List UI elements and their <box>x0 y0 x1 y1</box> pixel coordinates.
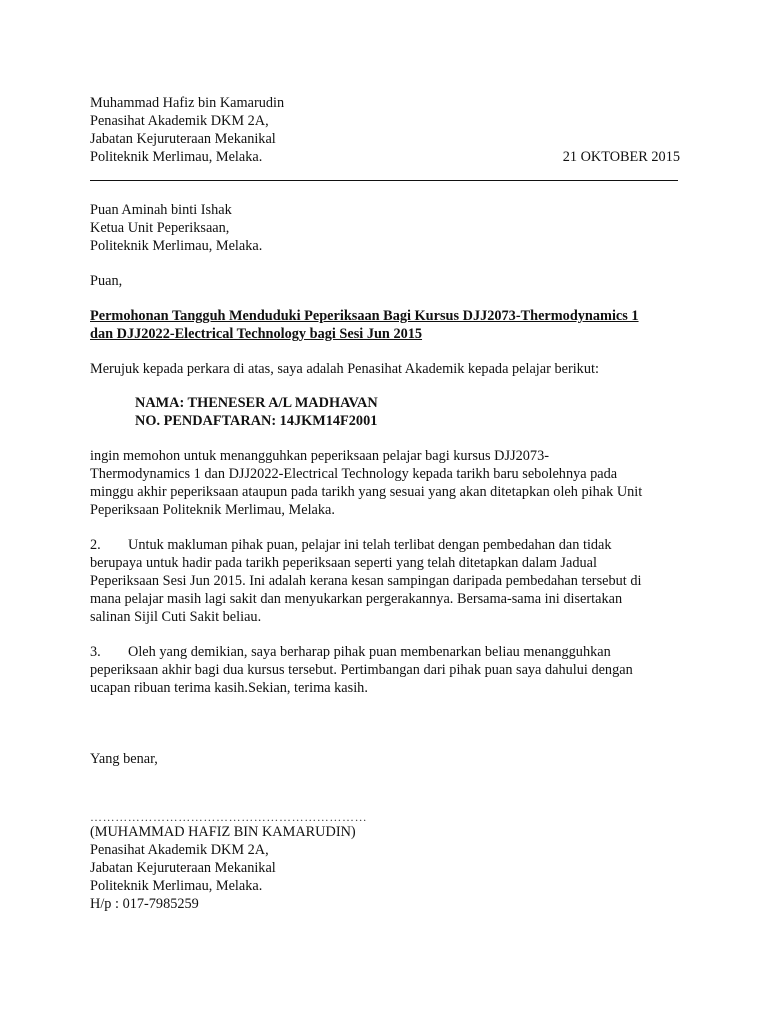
paragraph-1-line: Thermodynamics 1 dan DJJ2022-Electrical Technology kepada tarikh baru sebolehnya pada <box>90 466 618 482</box>
paragraph-2 <box>90 536 680 626</box>
paragraph-2-line: salinan Sijil Cuti Sakit beliau. <box>90 609 262 625</box>
paragraph-2-line: Peperiksaan Sesi Jun 2015. Ini adalah kerana kesan sampingan daripada pembedahan tersebut di <box>90 573 642 589</box>
salutation: Puan, <box>90 273 123 289</box>
paragraph-2-line: mana pelajar masih lagi sakit dan menyukarkan pergerakannya. Bersama-sama ini disertakan <box>90 591 623 607</box>
student-details <box>135 394 378 430</box>
sender-department: Jabatan Kejuruteraan Mekanikal <box>90 131 276 147</box>
recipient-name: Puan Aminah binti Ishak <box>90 202 232 218</box>
paragraph-1-line: minggu akhir peperiksaan ataupun pada tarikh yang sesuai yang akan ditetapkan oleh pihak Unit <box>90 484 643 500</box>
sender-institution: Politeknik Merlimau, Melaka. <box>90 149 263 165</box>
subject-heading <box>90 307 680 343</box>
subject-line-2: dan DJJ2022-Electrical Technology bagi Sesi Jun 2015 <box>90 326 423 342</box>
signature-institution: Politeknik Merlimau, Melaka. <box>90 878 263 894</box>
paragraph-3-line: Oleh yang demikian, saya berharap pihak puan membenarkan beliau menangguhkan <box>128 644 611 660</box>
header-divider <box>90 180 678 181</box>
paragraph-2-first-line <box>90 536 680 554</box>
student-name: NAMA: THENESER A/L MADHAVAN <box>135 395 378 411</box>
subject-line-1: Permohonan Tangguh Menduduki Peperiksaan Bagi Kursus DJJ2073-Thermodynamics 1 <box>90 308 639 324</box>
sender-name: Muhammad Hafiz bin Kamarudin <box>90 95 285 111</box>
paragraph-3-line: ucapan ribuan terima kasih.Sekian, terima kasih. <box>90 680 368 696</box>
letter-date: 21 OKTOBER 2015 <box>562 149 680 165</box>
paragraph-3 <box>90 643 680 697</box>
paragraph-2-line: berupaya untuk hadir pada tarikh peperiksaan seperti yang telah ditetapkan dalam Jadual <box>90 555 597 571</box>
intro-paragraph: Merujuk kepada perkara di atas, saya adalah Penasihat Akademik kepada pelajar berikut: <box>90 361 599 377</box>
paragraph-3-first-line <box>90 643 680 661</box>
recipient-institution: Politeknik Merlimau, Melaka. <box>90 238 263 254</box>
signature-block <box>90 823 680 913</box>
paragraph-3-number: 3. <box>90 644 101 660</box>
student-registration: NO. PENDAFTARAN: 14JKM14F2001 <box>135 413 378 429</box>
recipient-position: Ketua Unit Peperiksaan, <box>90 220 230 236</box>
signature-position: Penasihat Akademik DKM 2A, <box>90 842 269 858</box>
closing: Yang benar, <box>90 751 158 767</box>
paragraph-1-line: ingin memohon untuk menangguhkan peperiksaan pelajar bagi kursus DJJ2073- <box>90 448 549 464</box>
paragraph-1-line: Peperiksaan Politeknik Merlimau, Melaka. <box>90 502 335 518</box>
signature-line: ………………………………………………………… <box>90 810 368 824</box>
paragraph-3-line: peperiksaan akhir bagi dua kursus tersebut. Pertimbangan dari pihak puan saya dahului dengan <box>90 662 633 678</box>
paragraph-1 <box>90 447 680 519</box>
sender-position: Penasihat Akademik DKM 2A, <box>90 113 269 129</box>
signature-department: Jabatan Kejuruteraan Mekanikal <box>90 860 276 876</box>
sender-address <box>90 94 680 166</box>
paragraph-2-number: 2. <box>90 537 101 553</box>
signature-name: (MUHAMMAD HAFIZ BIN KAMARUDIN) <box>90 824 356 840</box>
signature-phone: H/p : 017-7985259 <box>90 896 199 912</box>
paragraph-2-line: Untuk makluman pihak puan, pelajar ini telah terlibat dengan pembedahan dan tidak <box>128 537 612 553</box>
recipient-address <box>90 201 680 255</box>
